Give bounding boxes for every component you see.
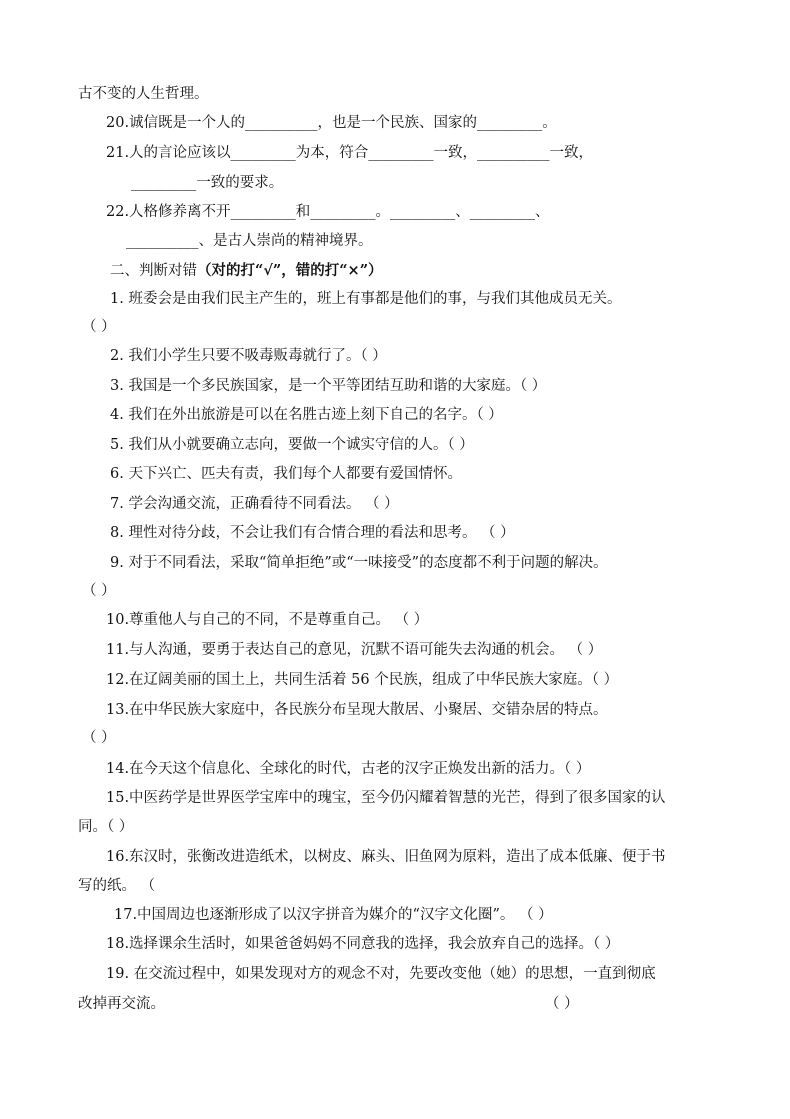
section-title-instruction: （对的打“√”，错的打“×”） <box>197 262 383 279</box>
judgment-16-cont: 写的纸。 （ <box>78 878 156 894</box>
judgment-19-cont: 改掉再交流。 <box>78 996 165 1012</box>
question-22: 22.人格修养离不开_________和_________。_________、_________、 <box>106 204 550 220</box>
judgment-17: 17.中国周边也逐渐形成了以汉字拼音为媒介的“汉字文化圈”。 （ ） <box>114 907 553 923</box>
judgment-3: 3. 我国是一个多民族国家，是一个平等团结互助和谐的大家庭。（ ） <box>110 378 547 394</box>
judgment-1-blank: （ ） <box>82 319 116 335</box>
judgment-16: 16.东汉时，张衡改进造纸术，以树皮、麻头、旧鱼网为原料，造出了成本低廉、便于书 <box>106 849 666 865</box>
judgment-18: 18.选择课余生活时，如果爸爸妈妈不同意我的选择，我会放弃自己的选择。（ ） <box>106 936 620 952</box>
judgment-10: 10.尊重他人与自己的不同，不是尊重自己。 （ ） <box>106 612 429 628</box>
question-22-cont: __________、是古人崇尚的精神境界。 <box>126 233 373 249</box>
judgment-9-blank: （ ） <box>82 583 116 599</box>
judgment-8: 8. 理性对待分歧，不会让我们有合情合理的看法和思考。 （ ） <box>110 525 515 541</box>
judgment-7: 7. 学会沟通交流，正确看待不同看法。 （ ） <box>110 496 399 512</box>
judgment-12: 12.在辽阔美丽的国土上，共同生活着 56 个民族，组成了中华民族大家庭。（ ） <box>106 672 619 688</box>
judgment-5: 5. 我们从小就要确立志向，要做一个诚实守信的人。（ ） <box>110 437 474 453</box>
judgment-2: 2. 我们小学生只要不吸毒贩毒就行了。（ ） <box>110 348 387 364</box>
judgment-1: 1. 班委会是由我们民主产生的，班上有事都是他们的事，与我们其他成员无关。 <box>110 291 622 307</box>
judgment-6: 6. 天下兴亡、匹夫有责，我们每个人都要有爱国情怀。 <box>110 466 462 482</box>
judgment-4: 4. 我们在外出旅游是可以在名胜古迹上刻下自己的名字。（ ） <box>110 407 503 423</box>
judgment-15: 15.中医药学是世界医学宝库中的瑰宝，至今仍闪耀着智慧的光芒，得到了很多国家的认 <box>106 790 666 806</box>
judgment-13-blank: （ ） <box>82 730 116 746</box>
judgment-9: 9. 对于不同看法，采取“简单拒绝”或“一味接受”的态度都不利于问题的解决。 <box>110 555 608 571</box>
text-line: 古不变的人生哲理。 <box>78 86 209 102</box>
section-title-prefix: 二、判断对错 <box>110 263 197 279</box>
judgment-19: 19. 在交流过程中，如果发现对方的观念不对，先要改变他（她）的思想，一直到彻底 <box>106 966 656 982</box>
judgment-13: 13.在中华民族大家庭中，各民族分布呈现大散居、小聚居、交错杂居的特点。 <box>106 702 608 718</box>
judgment-11: 11.与人沟通，要勇于表达自己的意见，沉默不语可能失去沟通的机会。 （ ） <box>106 642 603 658</box>
question-21-cont: _________一致的要求。 <box>131 175 284 191</box>
question-20: 20.诚信既是一个人的__________，也是一个民族、国家的_________。 <box>106 115 557 131</box>
judgment-15-cont: 同。（ ） <box>78 819 134 835</box>
section-title <box>110 261 383 281</box>
question-21: 21.人的言论应该以_________为本，符合_________一致，__________一致， <box>106 145 594 161</box>
judgment-19-blank: （ ） <box>545 996 579 1012</box>
judgment-14: 14.在今天这个信息化、全球化的时代，古老的汉字正焕发出新的活力。（ ） <box>106 761 591 777</box>
